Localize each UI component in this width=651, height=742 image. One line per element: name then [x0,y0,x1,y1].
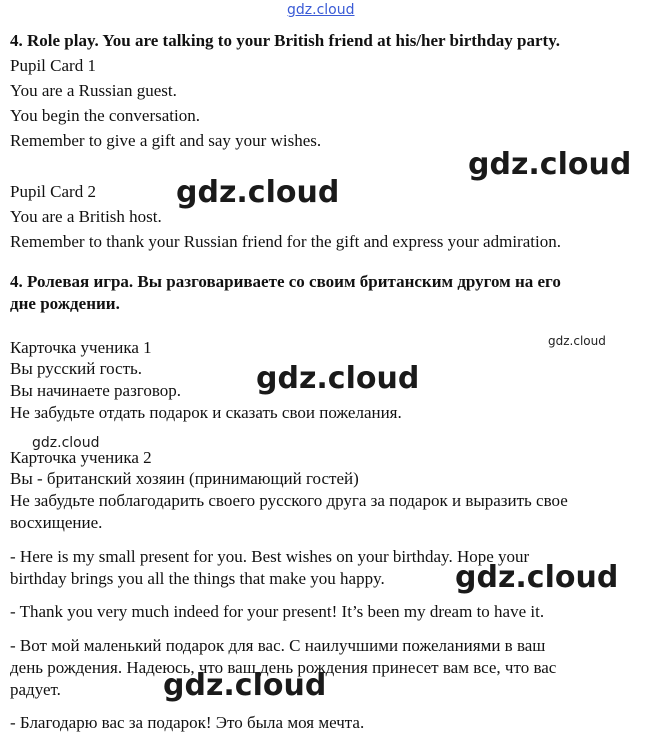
pupil-card-1-line-3: Remember to give a gift and say your wishes. [10,131,322,150]
watermark-top[interactable]: gdz.cloud [287,2,355,18]
dialogue-ru-line-1a: - Вот мой маленький подарок для вас. С наилучшими пожеланиями в ваш [10,636,546,655]
dialogue-en-line-1a: - Here is my small present for you. Best wishes on your birthday. Hope your [10,547,530,566]
pupil-card-2-line-2: Remember to thank your Russian friend for the gift and express your admiration. [10,232,561,251]
card-1-ru-title: Карточка ученика 1 [10,338,152,357]
watermark-4: gdz.cloud [256,361,420,396]
watermark-5: gdz.cloud [32,435,100,451]
task-heading-russian-line-2: дне рождении. [10,294,120,313]
card-1-ru-line-3: Не забудьте отдать подарок и сказать свои пожелания. [10,403,402,422]
watermark-2: gdz.cloud [176,175,340,210]
card-1-ru-line-1: Вы русский гость. [10,359,143,378]
dialogue-ru-line-2: - Благодарю вас за подарок! Это была моя мечта. [10,713,365,732]
pupil-card-2-title: Pupil Card 2 [10,182,96,201]
card-1-ru-line-2: Вы начинаете разговор. [10,381,182,400]
task-heading-english: 4. Role play. You are talking to your British friend at his/her birthday party. [10,31,561,50]
pupil-card-1-line-1: You are a Russian guest. [10,81,177,100]
dialogue-en-line-2: - Thank you very much indeed for your present! It’s been my dream to have it. [10,602,545,621]
pupil-card-2-line-1: You are a British host. [10,207,162,226]
watermark-1: gdz.cloud [468,147,632,182]
card-2-ru-line-2: Не забудьте поблагодарить своего русского друга за подарок и выразить свое [10,491,568,510]
dialogue-en-line-1b: birthday brings you all the things that make you happy. [10,569,385,588]
pupil-card-1-line-2: You begin the conversation. [10,106,200,125]
pupil-card-1-title: Pupil Card 1 [10,56,96,75]
task-heading-russian-line-1: 4. Ролевая игра. Вы разговариваете со своим британским другом на его [10,272,561,291]
watermark-3: gdz.cloud [548,334,606,348]
dialogue-ru-line-1b: день рождения. Надеюсь, что ваш день рождения принесет вам все, что вас [10,658,557,677]
card-2-ru-line-3: восхищение. [10,513,103,532]
card-2-ru-title: Карточка ученика 2 [10,448,152,467]
watermark-6: gdz.cloud [455,560,619,595]
card-2-ru-line-1: Вы - британский хозяин (принимающий гостей) [10,469,359,488]
watermark-7: gdz.cloud [163,668,327,703]
dialogue-ru-line-1c: радует. [10,680,61,699]
